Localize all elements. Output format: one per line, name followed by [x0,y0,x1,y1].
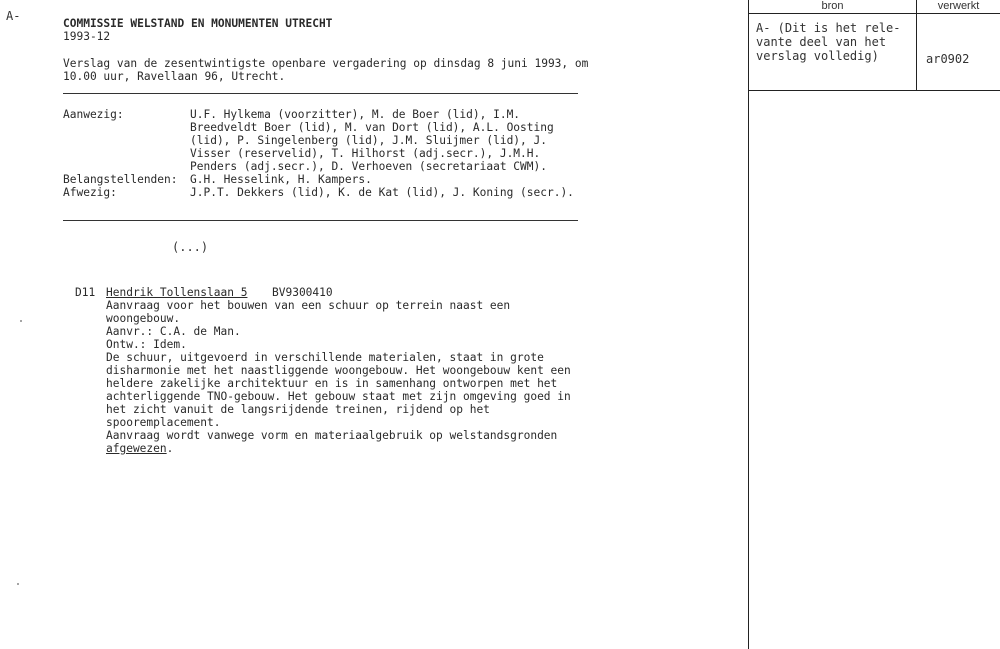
bron-note-line: A- (Dit is het rele- [756,21,901,35]
item-reference: BV9300410 [272,286,333,299]
item-text-line: spooremplacement. [106,416,221,429]
decision-punct: . [166,442,174,455]
present-line: Penders (adj.secr.), D. Verhoeven (secretariaat CWM). [190,160,547,173]
item-text-line: Aanvraag wordt vanwege vorm en materiaalgebruik op welstandsgronden [106,429,558,442]
item-text-line: Ontw.: Idem. [106,338,187,351]
meeting-line-1: Verslag van de zesentwintigste openbare vergadering op dinsdag 8 juni 1993, om [63,57,589,70]
item-code: D11 [75,286,96,299]
column-header-bron: bron [821,0,844,12]
present-line: Breedveldt Boer (lid), M. van Dort (lid), A.L. Oosting [190,121,554,134]
verwerkt-value: ar0902 [926,52,970,66]
present-line: Visser (reservelid), T. Hilhorst (adj.secr.), J.M.H. [190,147,541,160]
document-title: COMMISSIE WELSTAND EN MONUMENTEN UTRECHT [63,17,333,30]
header-divider [63,93,578,94]
present-line: U.F. Hylkema (voorzitter), M. de Boer (lid), I.M. [190,108,521,121]
item-decision-line [106,442,173,455]
page-marker: A- [6,9,21,23]
scan-speck [20,320,22,322]
item-address: Hendrik Tollenslaan 5 [106,286,248,299]
bron-note-line: vante deel van het [756,35,887,49]
item-text-line: disharmonie met het naastliggende woongebouw. Het woongebouw kent een [106,364,571,377]
stakeholders-label: Belangstellenden: [63,173,178,186]
item-text-line: achterliggende TNO-gebouw. Het gebouw staat met zijn omgeving goed in [106,390,571,403]
attendance-divider [63,220,578,221]
item-text-line: woongebouw. [106,312,181,325]
item-text-line: De schuur, uitgevoerd in verschillende materialen, staat in grote [106,351,544,364]
omission-mark: (...) [172,240,209,254]
absent-value: J.P.T. Dekkers (lid), K. de Kat (lid), J. Koning (secr.). [190,186,574,199]
item-text-line: Aanvraag voor het bouwen van een schuur op terrein naast een [106,299,511,312]
column-header-verwerkt: verwerkt [937,0,980,12]
side-table-row-rule [748,90,1000,91]
bron-note-line: verslag volledig) [756,49,879,63]
present-line: (lid), P. Singelenberg (lid), J.M. Sluijmer (lid), J. [190,134,547,147]
present-label: Aanwezig: [63,108,124,121]
scan-speck [17,583,19,585]
item-text-line: het zicht vanuit de langsrijdende treinen, rijdend op het [106,403,490,416]
absent-label: Afwezig: [63,186,117,199]
item-text-line: heldere zakelijke architektuur en is in samenhang ontworpen met het [106,377,558,390]
decision-word: afgewezen [106,442,167,455]
side-table-header-rule [748,13,1000,14]
meeting-line-2: 10.00 uur, Ravellaan 96, Utrecht. [63,70,286,83]
side-table-left-border [748,0,749,649]
document-number: 1993-12 [63,30,111,43]
item-text-line: Aanvr.: C.A. de Man. [106,325,241,338]
stakeholders-value: G.H. Hesselink, H. Kampers. [190,173,372,186]
